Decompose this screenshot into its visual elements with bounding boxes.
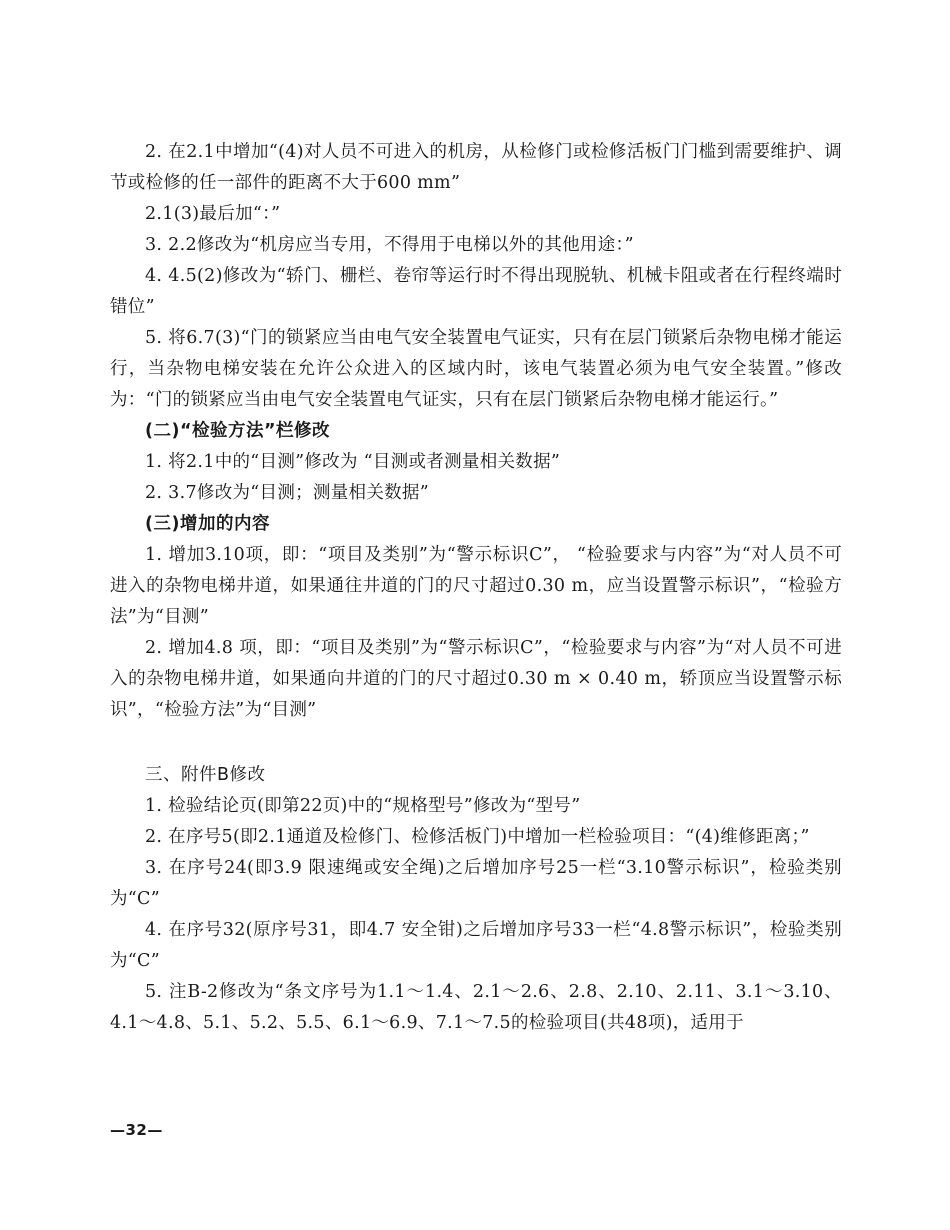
paragraph-amend-2-1-3: 2.1(3)最后加“：” [145, 204, 281, 224]
paragraph-appendix-b-1: 1. 检验结论页(即第22页)中的“规格型号”修改为“型号” [145, 796, 581, 816]
paragraph-amend-4-5-2: 4. 4.5(2)修改为“轿门、栅栏、卷帘等运行时不得出现脱轨、机械卡阻或者在行程终端时错位” [110, 266, 842, 317]
page-number: —32— [110, 1121, 163, 1139]
subheading-added-content: (三)增加的内容 [145, 514, 270, 534]
document-body [110, 137, 842, 1039]
paragraph-amend-2-2: 3. 2.2修改为“机房应当专用，不得用于电梯以外的其他用途：” [145, 235, 634, 255]
paragraph-method-2-1: 1. 将2.1中的“目测”修改为 “目测或者测量相关数据” [145, 452, 561, 472]
paragraph-appendix-b-5: 5. 注B-2修改为“条文序号为1.1～1.4、2.1～2.6、2.8、2.10、2.11、3.1～3.10、4.1～4.8、5.1、5.2、5.5、6.1～6.9、7.1～7.5的检验项目(共48项)，适用于 [110, 982, 842, 1033]
paragraph-method-3-7: 2. 3.7修改为“目测；测量相关数据” [145, 483, 429, 503]
paragraph-add-3-10: 1. 增加3.10项，即：“项目及类别”为“警示标识C”， “检验要求与内容”为“对人员不可进入的杂物电梯井道，如果通往井道的门的尺寸超过0.30 m，应当设置警示标识”，“检验方法”为“目测” [110, 545, 842, 627]
paragraph-amend-2-1-add-4: 2. 在2.1中增加“(4)对人员不可进入的机房，从检修门或检修活板门门槛到需要维护、调节或检修的任一部件的距离不大于600 mm” [110, 142, 842, 193]
paragraph-appendix-b-2: 2. 在序号5(即2.1通道及检修门、检修活板门)中增加一栏检验项目：“(4)维修距离；” [145, 827, 810, 847]
subheading-inspection-method: (二)“检验方法”栏修改 [145, 421, 330, 441]
section-heading-appendix-b: 三、附件B修改 [145, 765, 266, 785]
paragraph-appendix-b-4: 4. 在序号32(原序号31，即4.7 安全钳)之后增加序号33一栏“4.8警示标识”，检验类别为“C” [110, 920, 842, 971]
paragraph-appendix-b-3: 3. 在序号24(即3.9 限速绳或安全绳)之后增加序号25一栏“3.10警示标识”，检验类别为“C” [110, 858, 842, 909]
paragraph-add-4-8: 2. 增加4.8 项，即：“项目及类别”为“警示标识C”，“检验要求与内容”为“对人员不可进入的杂物电梯井道，如果通向井道的门的尺寸超过0.30 m × 0.40 m，轿顶应当设置警示标识”，“检验方法”为“目测” [110, 638, 842, 720]
paragraph-amend-6-7-3: 5. 将6.7(3)“门的锁紧应当由电气安全装置电气证实，只有在层门锁紧后杂物电梯才能运行，当杂物电梯安装在允许公众进入的区域内时，该电气装置必须为电气安全装置。”修改为：“门的锁紧应当由电气安全装置电气证实，只有在层门锁紧后杂物电梯才能运行。” [110, 328, 842, 410]
